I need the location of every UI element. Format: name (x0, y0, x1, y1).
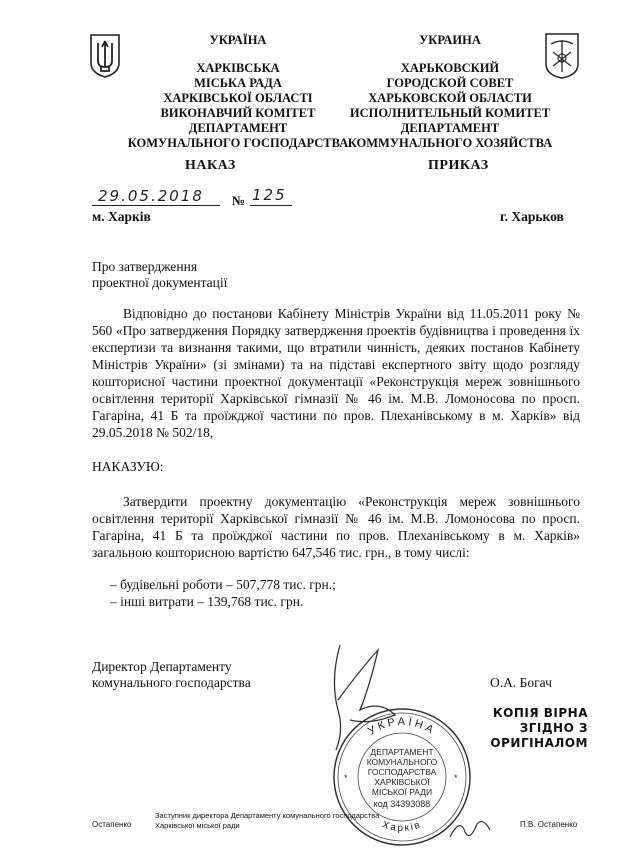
certifier-line: Заступник директора Департаменту комунального господарства (155, 811, 380, 820)
copy-true-stamp (470, 706, 588, 751)
city-left: м. Харків (92, 209, 151, 224)
city-right: г. Харьков (500, 209, 564, 224)
certifier-position (155, 811, 379, 831)
doc-type-left: НАКАЗ (185, 158, 236, 173)
order-date: 29.05.2018 (98, 187, 204, 205)
copy-stamp-line: ОРИГІНАЛОМ (490, 736, 588, 750)
header-left-line: ХАРКІВСЬКА (196, 61, 280, 75)
header-right-line: ХАРЬКОВСКИЙ (400, 61, 500, 75)
list-item: – будівельні роботи – 507,778 тис. грн.; (110, 577, 336, 592)
subject (92, 259, 227, 291)
preamble-paragraph: Відповідно до постанови Кабінету Міністрів України від 11.05.2011 року № 560 «Про затвердження Порядку затвердження проектів будівництва і проведення їх експертизи та визнання такими, що втратили чинність, деяких постанов Кабінету Міністрів України» (зі змінами) та на підставі експертного звіту щодо розгляду кошторисної частини проектної документації «Реконструкція мереж зовнішнього освітлення території Харківської гімназії № 46 ім. М.В. Ломоносова по просп. Гагаріна, 41 Б та проїжджої частини по пров. Плеханівському в м. Харків» від 29.05.2018 № 502/18, (92, 306, 580, 440)
header-right-line: ДЕПАРТАМЕНТ (400, 121, 500, 135)
seal-star-icon: * (454, 773, 458, 783)
subject-line: Про затвердження (92, 259, 198, 274)
header-right-line: ГОРОДСКОЙ СОВЕТ (386, 76, 514, 90)
header-left-line: ХАРКІВСЬКОЇ ОБЛАСТІ (163, 91, 313, 105)
order-word: НАКАЗУЮ: (92, 459, 164, 474)
signatory-name: О.А. Богач (490, 675, 552, 690)
header-right-line: КОММУНАЛЬНОГО ХОЗЯЙСТВА (347, 136, 553, 150)
certifier-signature (445, 812, 495, 847)
subject-line: проектної документації (92, 275, 228, 290)
certifier-line: Харківської міської ради (155, 821, 240, 830)
copy-stamp-line: ЗГІДНО З (519, 721, 588, 735)
svg-text:УКРАЇНА (366, 716, 438, 738)
order-paragraph: Затвердити проектну документацію «Реконструкція мереж зовнішнього освітлення території Харківської гімназії № 46 ім. М.В. Ломоносова по просп. Гагаріна, 41 Б та проїжджої частини по пров. Плеханівському в м. Харків» загальною кошторисною вартістю 647,546 тис. грн., в тому числі: (92, 494, 580, 560)
seal-code: код 34393088 (373, 799, 431, 809)
position-line: комунального господарства (92, 675, 251, 690)
seal-center-line: ДЕПАРТАМЕНТ (370, 747, 434, 757)
order-number: 125 (252, 186, 287, 204)
seal-ring-bottom: Харків (380, 819, 424, 835)
header-left-line: МІСЬКА РАДА (194, 76, 282, 90)
seal-center-line: ХАРКІВСЬКОЇ (374, 777, 430, 787)
header-right-country: УКРАИНА (419, 33, 481, 47)
header-left-line: ВИКОНАВЧИЙ КОМІТЕТ (160, 106, 316, 120)
header-right (335, 33, 565, 151)
header-left (108, 33, 368, 151)
position-line: Директор Департаменту (92, 659, 232, 674)
seal-ring-top: УКРАЇНА (366, 715, 438, 738)
seal-center-line: КОМУНАЛЬНОГО (366, 757, 438, 767)
doc-type-right: ПРИКАЗ (428, 158, 489, 173)
svg-text:Харків (381, 819, 424, 834)
number-sign: № (232, 193, 246, 208)
signature-position (92, 659, 251, 691)
header-right-line: ИСПОЛНИТЕЛЬНЫЙ КОМИТЕТ (349, 106, 551, 120)
header-left-line: ДЕПАРТАМЕНТ (188, 121, 288, 135)
date-underline (92, 205, 220, 206)
header-right-line: ХАРЬКОВСКОЙ ОБЛАСТИ (368, 91, 532, 105)
seal-center-line: ГОСПОДАРСТВА (367, 767, 437, 777)
copy-stamp-line: КОПІЯ ВІРНА (492, 706, 588, 720)
header-left-line: КОМУНАЛЬНОГО ГОСПОДАРСТВА (127, 136, 349, 150)
list-item: – інші витрати – 139,768 тис. грн. (110, 594, 304, 609)
seal-star-icon: * (344, 773, 348, 783)
executor-name: Остапенко (92, 820, 132, 829)
number-underline (250, 205, 292, 206)
header-left-country: УКРАЇНА (209, 33, 267, 47)
certifier-name: П.В. Остапенко (520, 820, 578, 829)
seal-center-line: МІСЬКОЇ РАДИ (371, 787, 433, 797)
cost-items (110, 576, 336, 610)
